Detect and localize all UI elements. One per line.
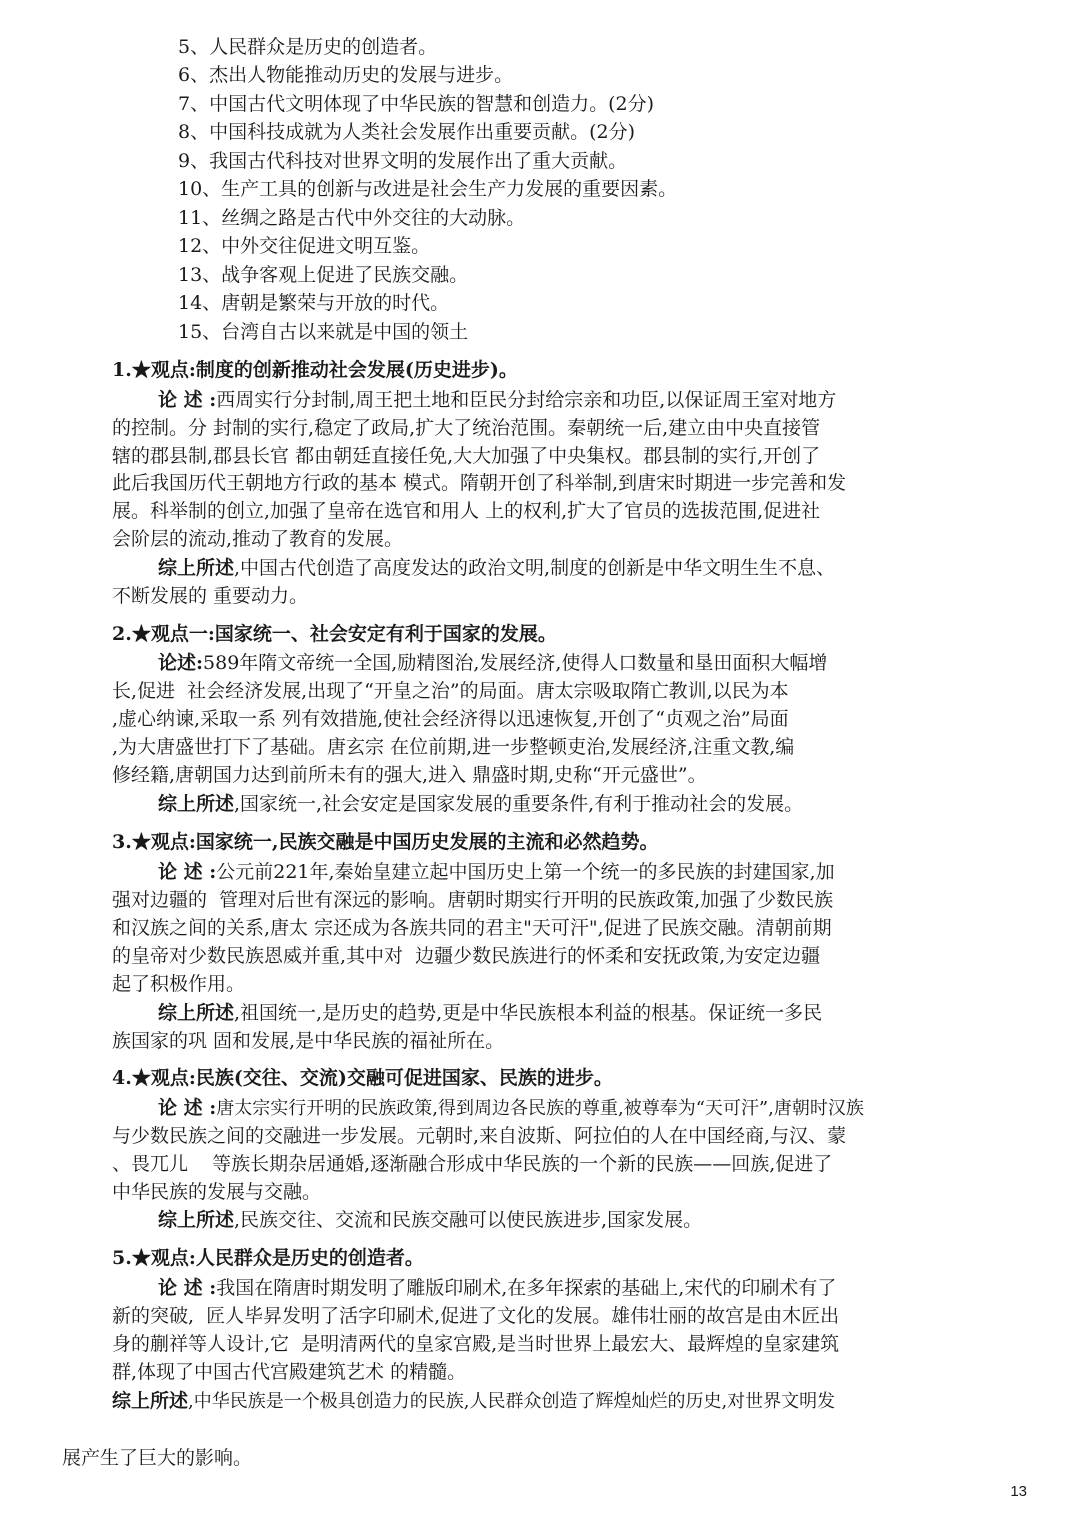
argue-line: 强对边疆的 管理对后世有深远的影响。唐朝时期实行开明的民族政策,加强了少数民族 xyxy=(112,889,834,911)
argue-label: 论 述 : xyxy=(158,1277,217,1299)
argue-line: 此后我国历代王朝地方行政的基本 模式。隋朝开创了科举制,到唐宋时期进一步完善和发 xyxy=(112,472,847,494)
argue-line xyxy=(158,859,835,885)
argue-line xyxy=(158,650,827,676)
section-heading: 4.★观点:民族(交往、交流)交融可促进国家、民族的进步。 xyxy=(112,1067,613,1089)
argue-text: 唐太宗实行开明的民族政策,得到周边各民族的尊重,被尊奉为“天可汗”,唐朝时汉族 xyxy=(216,1098,864,1119)
argue-text: 西周实行分封制,周王把土地和臣民分封给宗亲和功臣,以保证周王室对地方 xyxy=(216,389,837,411)
summary-text: ,中华民族是一个极具创造力的民族,人民群众创造了辉煌灿烂的历史,对世界文明发 xyxy=(188,1391,836,1412)
summary-text: ,祖国统一,是历史的趋势,更是中华民族根本利益的根基。保证统一多民 xyxy=(234,1002,823,1024)
argue-line: 展。科举制的创立,加强了皇帝在选官和用人 上的权利,扩大了官员的选拔范围,促进社 xyxy=(112,500,821,522)
section-heading: 3.★观点:国家统一,民族交融是中国历史发展的主流和必然趋势。 xyxy=(112,831,659,853)
summary-line xyxy=(158,791,803,817)
summary-line xyxy=(158,555,835,581)
section-heading: 5.★观点:人民群众是历史的创造者。 xyxy=(112,1247,424,1269)
argue-line: 起了积极作用。 xyxy=(112,973,246,995)
summary-label: 综上所述 xyxy=(158,1002,235,1024)
summary-label: 综上所述 xyxy=(158,793,235,815)
argue-text: 589年隋文帝统一全国,励精图治,发展经济,使得人口数量和垦田面积大幅增 xyxy=(203,652,828,674)
outline-item: 12、中外交往促进文明互鉴。 xyxy=(178,235,431,257)
argue-line: 与少数民族之间的交融进一步发展。元朝时,来自波斯、阿拉伯的人在中国经商,与汉、蒙 xyxy=(112,1125,847,1147)
argue-line xyxy=(158,1095,864,1121)
argue-line: 长,促进 社会经济发展,出现了“开皇之治”的局面。唐太宗吸取隋亡教训,以民为本 xyxy=(112,680,789,702)
argue-label: 论 述 : xyxy=(158,389,217,411)
outline-item: 15、台湾自古以来就是中国的领土 xyxy=(178,321,469,343)
summary-text: ,中国古代创造了高度发达的政治文明,制度的创新是中华文明生生不息、 xyxy=(234,557,836,579)
summary-line: 族国家的巩 固和发展,是中华民族的福祉所在。 xyxy=(112,1030,505,1052)
summary-line xyxy=(112,1388,835,1414)
argue-label: 论 述 : xyxy=(158,1097,217,1119)
outline-item: 14、唐朝是繁荣与开放的时代。 xyxy=(178,292,450,314)
outline-item: 5、人民群众是历史的创造者。 xyxy=(178,36,438,58)
argue-line: 新的突破, 匠人毕昇发明了活字印刷术,促进了文化的发展。雄伟壮丽的故宫是由木匠出 xyxy=(112,1305,840,1327)
argue-line xyxy=(158,387,836,413)
section-heading: 2.★观点一:国家统一、社会安定有利于国家的发展。 xyxy=(112,623,557,645)
argue-label: 论 述 : xyxy=(158,861,217,883)
argue-line xyxy=(158,1275,836,1301)
argue-line: 、畏兀儿 等族长期杂居通婚,逐渐融合形成中华民族的一个新的民族——回族,促进了 xyxy=(112,1153,833,1175)
argue-line: 辖的郡县制,郡县长官 都由朝廷直接任免,大大加强了中央集权。郡县制的实行,开创了 xyxy=(112,445,821,467)
argue-line: 中华民族的发展与交融。 xyxy=(112,1181,322,1203)
summary-line: 不断发展的 重要动力。 xyxy=(112,585,309,607)
outline-item: 7、中国古代文明体现了中华民族的智慧和创造力。(2分) xyxy=(178,93,655,115)
argue-line: 修经籍,唐朝国力达到前所未有的强大,进入 鼎盛时期,史称“开元盛世”。 xyxy=(112,764,707,786)
outline-item: 9、我国古代科技对世界文明的发展作出了重大贡献。 xyxy=(178,150,628,172)
argue-line: 群,体现了中国古代宫殿建筑艺术 的精髓。 xyxy=(112,1361,467,1383)
outline-item: 8、中国科技成就为人类社会发展作出重要贡献。(2分) xyxy=(178,121,636,143)
page-number: 13 xyxy=(1010,1483,1027,1500)
argue-line: 会阶层的流动,推动了教育的发展。 xyxy=(112,528,404,550)
argue-line: 的控制。分 封制的实行,稳定了政局,扩大了统治范围。秦朝统一后,建立由中央直接管 xyxy=(112,417,821,439)
summary-text: ,国家统一,社会安定是国家发展的重要条件,有利于推动社会的发展。 xyxy=(234,793,804,815)
summary-line: 展产生了巨大的影响。 xyxy=(62,1447,253,1469)
argue-line: 和汉族之间的关系,唐太 宗还成为各族共同的君主"天可汗",促进了民族交融。清朝前期 xyxy=(112,917,832,939)
argue-line: ,虚心纳谏,采取一系 列有效措施,使社会经济得以迅速恢复,开创了“贞观之治”局面 xyxy=(112,708,789,730)
summary-label: 综上所述 xyxy=(158,1209,235,1231)
outline-item: 10、生产工具的创新与改进是社会生产力发展的重要因素。 xyxy=(178,178,678,200)
outline-item: 11、丝绸之路是古代中外交往的大动脉。 xyxy=(178,207,526,229)
argue-line: ,为大唐盛世打下了基础。唐玄宗 在位前期,进一步整顿吏治,发展经济,注重文教,编 xyxy=(112,736,795,758)
summary-line xyxy=(158,1207,702,1233)
argue-text: 公元前221年,秦始皇建立起中国历史上第一个统一的多民族的封建国家,加 xyxy=(216,861,835,883)
argue-text: 我国在隋唐时期发明了雕版印刷术,在多年探索的基础上,宋代的印刷术有了 xyxy=(216,1277,837,1299)
argue-line: 的皇帝对少数民族恩威并重,其中对 边疆少数民族进行的怀柔和安抚政策,为安定边疆 xyxy=(112,945,821,967)
summary-line xyxy=(158,1000,822,1026)
outline-item: 6、杰出人物能推动历史的发展与进步。 xyxy=(178,64,514,86)
summary-text: ,民族交往、交流和民族交融可以使民族进步,国家发展。 xyxy=(234,1209,703,1231)
summary-label: 综上所述 xyxy=(112,1390,189,1412)
argue-line: 身的蒯祥等人设计,它 是明清两代的皇家宫殿,是当时世界上最宏大、最辉煌的皇家建筑 xyxy=(112,1333,840,1355)
argue-label: 论述: xyxy=(158,652,204,674)
outline-item: 13、战争客观上促进了民族交融。 xyxy=(178,264,469,286)
section-heading: 1.★观点:制度的创新推动社会发展(历史进步)。 xyxy=(112,359,518,381)
summary-label: 综上所述 xyxy=(158,557,235,579)
